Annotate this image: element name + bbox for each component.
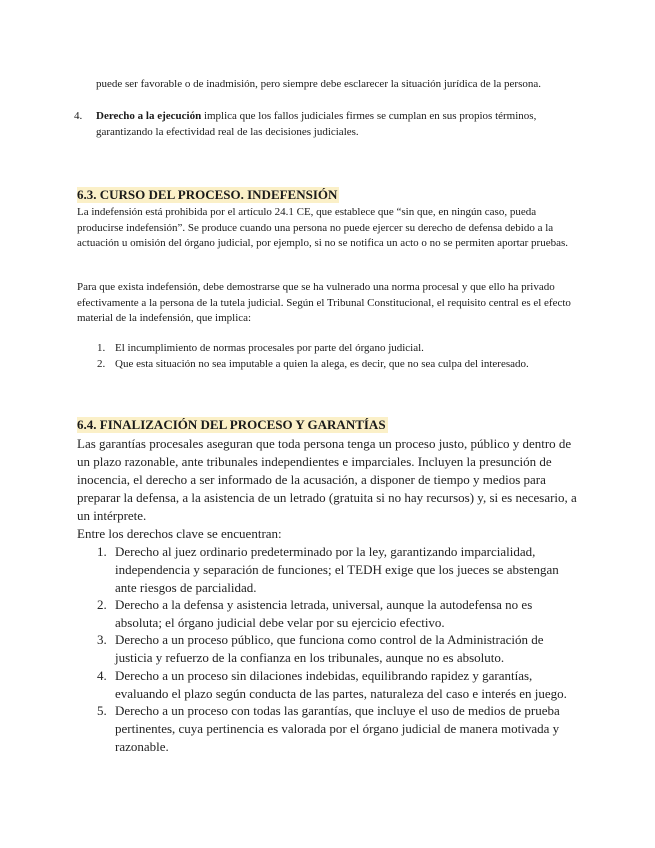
list-item-text: Derecho a un proceso público, que funciona como control de la Administración de justicia y refuerzo de la confianza en los tribunales, aunque no es absoluto. bbox=[115, 632, 544, 665]
list-item-bold-term: Derecho a la ejecución bbox=[96, 110, 202, 122]
list-item-text: El incumplimiento de normas procesales por parte del órgano judicial. bbox=[115, 342, 424, 354]
section-heading-6-3: 6.3. CURSO DEL PROCESO. INDEFENSIÓN bbox=[77, 187, 338, 202]
list-item-text: Derecho al juez ordinario predeterminado por la ley, garantizando imparcialidad, independencia y separación de funciones; el TEDH exige que los jueces se abstengan ante riesgos de parcialidad. bbox=[115, 544, 559, 595]
list-item-number: 3. bbox=[97, 632, 107, 647]
paragraph: La indefensión está prohibida por el artículo 24.1 CE, que establece que “sin que, en ningún caso, pueda producirse indefensión”. Se produce cuando una persona no puede ejercer su derecho de defensa debido a la actuación u omisión del órgano judicial, por ejemplo, si no se notifica un acto o no se permiten aportar pruebas. bbox=[77, 206, 568, 249]
list-item-text: Derecho a la defensa y asistencia letrada, universal, aunque la autodefensa no es absoluta; el órgano judicial debe velar por su ejercicio efectivo. bbox=[115, 597, 533, 630]
list-item-number: 2. bbox=[97, 597, 107, 612]
list-item-number: 4. bbox=[97, 668, 107, 683]
section-heading-6-4: 6.4. FINALIZACIÓN DEL PROCESO Y GARANTÍAS bbox=[77, 417, 386, 432]
paragraph-intro: Entre los derechos clave se encuentran: bbox=[77, 526, 282, 541]
list-item-text: Que esta situación no sea imputable a quien la alega, es decir, que no sea culpa del interesado. bbox=[115, 358, 529, 370]
paragraph: Para que exista indefensión, debe demostrarse que se ha vulnerado una norma procesal y que ello ha privado efectivamente a la persona de la tutela judicial. Según el Tribunal Constitucional, el requisito central es el efecto material de la indefensión, que implica: bbox=[77, 281, 571, 324]
list-item-number: 4. bbox=[74, 110, 83, 122]
list-item bbox=[97, 356, 575, 372]
list-item-text: Derecho a un proceso sin dilaciones indebidas, equilibrando rapidez y garantías, evaluando el plazo según conducta de las partes, naturaleza del caso e interés en juego. bbox=[115, 668, 567, 701]
list-item-number: 1. bbox=[97, 342, 106, 354]
list-item-number: 1. bbox=[97, 544, 107, 559]
list-item-number: 2. bbox=[97, 358, 106, 370]
list-item-text: puede ser favorable o de inadmisión, pero siempre debe esclarecer la situación jurídica de la persona. bbox=[96, 78, 542, 90]
list-item-continuation bbox=[96, 76, 552, 92]
list-item-text: Derecho a un proceso con todas las garantías, que incluye el uso de medios de prueba pertinentes, cuya pertinencia es valorada por el órgano judicial de manera motivada y razonable. bbox=[115, 703, 560, 754]
list-item bbox=[97, 702, 575, 756]
paragraph: Las garantías procesales aseguran que toda persona tenga un proceso justo, público y dentro de un plazo razonable, ante tribunales independientes e imparciales. Incluyen la presunción de inocencia, el derecho a ser informado de la acusación, a disponer de tiempo y medios para preparar la defensa, a la asistencia de un letrado (gratuita si no hay recursos) y, si es necesario, a un intérprete. bbox=[77, 436, 577, 523]
list-item bbox=[97, 543, 575, 597]
list-item-number: 5. bbox=[97, 703, 107, 718]
list-item bbox=[74, 108, 552, 140]
list-item bbox=[97, 631, 575, 667]
list-item bbox=[97, 340, 575, 356]
list-item bbox=[97, 667, 575, 703]
list-item-text: implica que los fallos judiciales firmes se cumplan en sus propios términos, garantizando la efectividad real de las decisiones judiciales. bbox=[96, 110, 537, 138]
list-item bbox=[97, 596, 575, 632]
